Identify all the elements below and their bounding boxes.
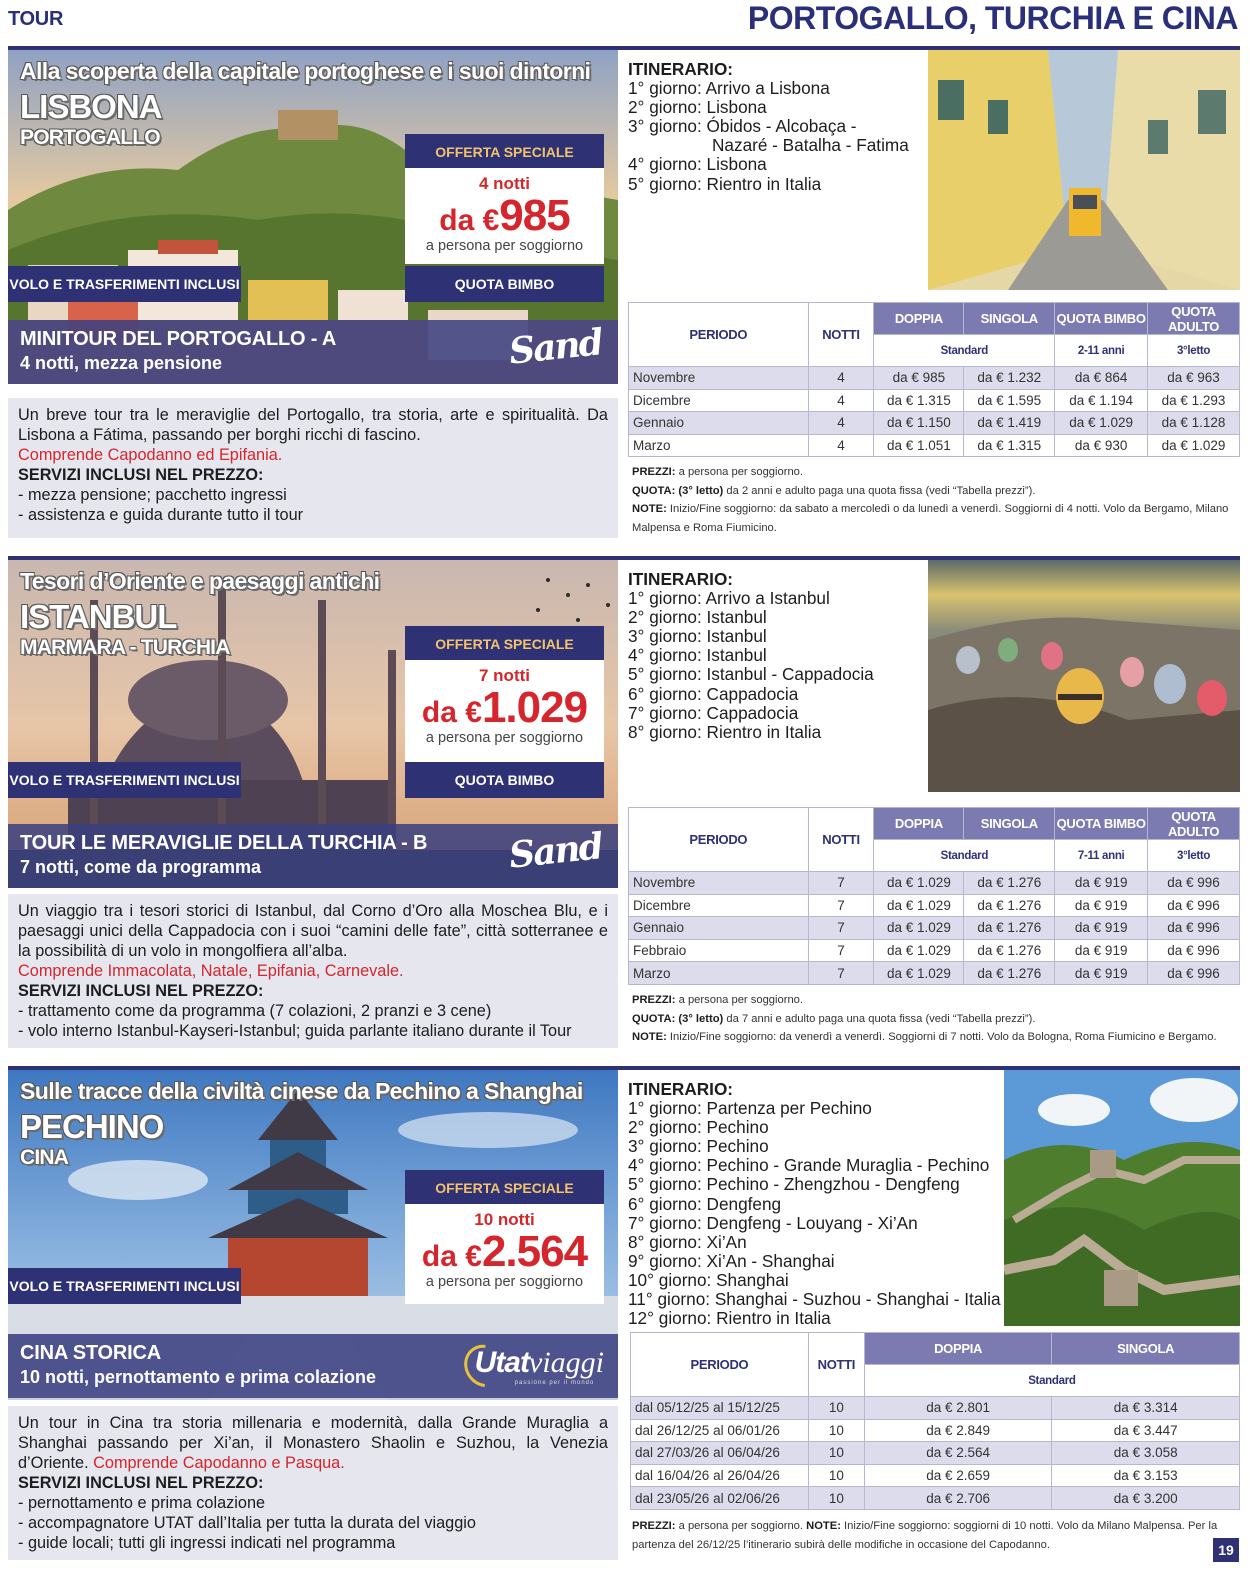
itinerary-day: 3° giorno: Istanbul	[628, 626, 767, 647]
hero-tagline: Alla scoperta della capitale portoghese e i suoi dintorni	[20, 58, 591, 84]
ribbon-flights-included: VOLO E TRASFERIMENTI INCLUSI	[8, 266, 241, 302]
hero-city: ISTANBUL	[20, 598, 177, 635]
table-row: dal 16/04/26 al 26/04/26 10 da € 2.659 da € 3.153	[631, 1464, 1240, 1487]
hero-city: LISBONA	[20, 88, 162, 125]
itinerary-day: 4° giorno: Pechino - Grande Muraglia - Pechino	[628, 1155, 990, 1176]
tour-description	[8, 398, 618, 538]
tour-name-band	[8, 320, 618, 384]
hero-image-pechino	[8, 1070, 618, 1400]
itinerary-day: 10° giorno: Shanghai	[628, 1269, 789, 1290]
itinerary-day: 1° giorno: Arrivo a Lisbona	[628, 78, 830, 99]
description-text: Un tour in Cina tra storia millenaria e modernità, dalla Grande Muraglia a Shanghai passando per Xi’an, il Monastero Shaolin e Suzhou, la Venezia d’Oriente. Comprende Capodanno e Pasqua.	[18, 1414, 608, 1472]
offer-label: OFFERTA SPECIALE	[405, 134, 604, 168]
holiday-highlight: Comprende Capodanno e Pasqua.	[93, 1454, 345, 1472]
itinerary-day: 5° giorno: Pechino - Zhengzhou - Dengfeng	[628, 1174, 960, 1195]
service-item: - accompagnatore UTAT dall’Italia per tutta la durata del viaggio	[18, 1514, 476, 1532]
itinerary-day: 12° giorno: Rientro in Italia	[628, 1308, 831, 1329]
price-notes: PREZZI: a persona per soggiorno. NOTE: Inizio/Fine soggiorno: soggiorni di 10 notti. Volo da Milano Malpensa. Per la partenza del 26/12/25 l’itinerario subirà delle modifiche in occasione del Capodanno.	[632, 1520, 1218, 1551]
table-row: Gennaio 4 da € 1.150 da € 1.419 da € 1.029 da € 1.128	[629, 412, 1240, 435]
tour-subtitle: 7 notti, come da programma	[20, 857, 262, 877]
tour-description	[8, 894, 618, 1048]
itinerary-day: 5° giorno: Istanbul - Cappadocia	[628, 664, 874, 685]
itinerary-day: 2° giorno: Istanbul	[628, 607, 767, 628]
offer-nights: 10 notti	[474, 1210, 535, 1229]
col-double: DOPPIA	[864, 1333, 1052, 1365]
offer-nights: 7 notti	[479, 666, 530, 685]
hot-air-balloons-image	[928, 560, 1240, 792]
hero-image-lisbona	[8, 50, 618, 384]
subhead-standard: Standard	[874, 840, 1055, 872]
table-row: dal 05/12/25 al 15/12/25 10 da € 2.801 da € 3.314	[631, 1397, 1240, 1420]
col-period: PERIODO	[631, 1333, 809, 1397]
itinerary-title: ITINERARIO:	[628, 59, 734, 79]
tour-section-pechino	[8, 1066, 1240, 1570]
offer-nights: 4 notti	[479, 174, 530, 193]
price-notes: PREZZI: a persona per soggiorno. QUOTA: (3° letto) da 7 anni e adulto paga una quota fissa (vedi “Tabella prezzi”). NOTE: Inizio/Fine soggiorno: da venerdì a venerdì. Soggiorni di 7 notti. Volo da Bologna, Roma Fiumicino e Bergamo.	[632, 994, 1217, 1043]
description-text: Un breve tour tra le meraviglie del Portogallo, tra storia, arte e spiritualità. Da Lisbona a Fátima, passando per borghi ricchi di fascino.	[18, 406, 608, 444]
subhead-third-bed: 3°letto	[1148, 840, 1240, 872]
hero-country: CINA	[20, 1146, 69, 1169]
itinerary-title: ITINERARIO:	[628, 1079, 734, 1099]
price-notes: PREZZI: a persona per soggiorno. QUOTA: (3° letto) da 2 anni e adulto paga una quota fissa (vedi “Tabella prezzi”). NOTE: Inizio/Fine soggiorno: da sabato a mercoledì o da lunedì a venerdì. Soggiorni di 4 notti. Volo da Bergamo, Milano Malpensa e Roma Fiumicino.	[632, 466, 1229, 534]
itinerary-day: 11° giorno: Shanghai - Suzhou - Shanghai - Italia	[628, 1289, 1001, 1310]
tour-name-band	[8, 824, 618, 888]
col-child: QUOTA BIMBO	[1055, 303, 1148, 335]
table-row: Novembre 7 da € 1.029 da € 1.276 da € 919 da € 996	[629, 872, 1240, 895]
special-offer-box	[405, 626, 604, 762]
tour-name-band	[8, 1334, 618, 1398]
itinerary-day: 9° giorno: Xi’An - Shanghai	[628, 1250, 835, 1271]
col-single: SINGOLA	[964, 808, 1055, 840]
itinerary-day: 4° giorno: Lisbona	[628, 154, 767, 175]
offer-per-person: a persona per soggiorno	[425, 730, 584, 746]
table-row: Dicembre 7 da € 1.029 da € 1.276 da € 919 da € 996	[629, 894, 1240, 917]
special-offer-box	[405, 134, 604, 264]
services-title: SERVIZI INCLUSI NEL PREZZO:	[18, 1474, 264, 1492]
subhead-child-age: 7-11 anni	[1055, 840, 1148, 872]
tour-name: MINITOUR DEL PORTOGALLO - A	[20, 328, 337, 350]
itinerary-day: 1° giorno: Arrivo a Istanbul	[628, 588, 830, 609]
itinerary-day: 3° giorno: Óbidos - Alcobaça -	[628, 116, 857, 137]
itinerary-day: 7° giorno: Dengfeng - Louyang - Xi’An	[628, 1212, 918, 1233]
lisbon-tram-photo	[928, 50, 1240, 290]
itinerary-day: 6° giorno: Cappadocia	[628, 683, 799, 704]
col-nights: NOTTI	[808, 1333, 864, 1397]
itinerary	[628, 1080, 1001, 1328]
subhead-third-bed: 3°letto	[1148, 335, 1240, 367]
tour-section-istanbul	[8, 556, 1240, 1052]
offer-label: OFFERTA SPECIALE	[405, 626, 604, 660]
col-single: SINGOLA	[964, 303, 1055, 335]
table-row: Novembre 4 da € 985 da € 1.232 da € 864 da € 963	[629, 367, 1240, 390]
subhead-standard: Standard	[874, 335, 1055, 367]
subhead-standard: Standard	[864, 1365, 1239, 1397]
table-row: Marzo 4 da € 1.051 da € 1.315 da € 930 da € 1.029	[629, 434, 1240, 457]
service-item: - guide locali; tutti gli ingressi indicati nel programma	[18, 1534, 396, 1552]
table-row: dal 27/03/26 al 06/04/26 10 da € 2.564 da € 3.058	[631, 1442, 1240, 1465]
col-double: DOPPIA	[874, 303, 964, 335]
page-title: PORTOGALLO, TURCHIA E CINA	[747, 0, 1238, 36]
itinerary-day: 8° giorno: Rientro in Italia	[628, 721, 822, 742]
ribbon-child-fare: QUOTA BIMBO	[405, 762, 604, 798]
tour-description	[8, 1406, 618, 1560]
services-title: SERVIZI INCLUSI NEL PREZZO:	[18, 982, 264, 1000]
itinerary-day: 3° giorno: Pechino	[628, 1136, 769, 1157]
holiday-highlight: Comprende Capodanno ed Epifania.	[18, 446, 283, 464]
services-title: SERVIZI INCLUSI NEL PREZZO:	[18, 466, 264, 484]
itinerary-day: 8° giorno: Xi’An	[628, 1231, 747, 1252]
service-item: - volo interno Istanbul-Kayseri-Istanbul; guida parlante italiano durante il Tour	[18, 1022, 572, 1040]
itinerary-day-continued: Nazaré - Batalha - Fatima	[712, 135, 909, 156]
itinerary-day: 7° giorno: Cappadocia	[628, 702, 799, 723]
subhead-child-age: 2-11 anni	[1055, 335, 1148, 367]
tour-section-lisbona	[8, 46, 1240, 542]
table-row: Gennaio 7 da € 1.029 da € 1.276 da € 919 da € 996	[629, 917, 1240, 940]
cappadocia-balloons-photo	[928, 560, 1240, 792]
table-row: Febbraio 7 da € 1.029 da € 1.276 da € 919 da € 996	[629, 939, 1240, 962]
table-row: dal 23/05/26 al 02/06/26 10 da € 2.706 da € 3.200	[631, 1487, 1240, 1510]
itinerary-day: 5° giorno: Rientro in Italia	[628, 173, 822, 194]
col-single: SINGOLA	[1052, 1333, 1240, 1365]
page-header	[0, 0, 1250, 46]
itinerary-day: 2° giorno: Lisbona	[628, 97, 767, 118]
col-child: QUOTA BIMBO	[1055, 808, 1148, 840]
tour-name: CINA STORICA	[20, 1342, 161, 1364]
sand-operator-logo: Sand	[507, 321, 604, 373]
special-offer-box	[405, 1170, 604, 1304]
offer-price: da €985	[439, 191, 570, 240]
col-adult: QUOTA ADULTO	[1148, 303, 1240, 335]
great-wall-photo	[1004, 1070, 1240, 1326]
hero-country: PORTOGALLO	[20, 126, 160, 149]
price-table-lisbona	[628, 302, 1240, 457]
section-label: TOUR	[8, 8, 64, 30]
col-nights: NOTTI	[808, 303, 874, 367]
col-period: PERIODO	[629, 303, 809, 367]
itinerary-day: 1° giorno: Partenza per Pechino	[628, 1098, 872, 1119]
ribbon-flights-included: VOLO E TRASFERIMENTI INCLUSI	[8, 1268, 241, 1304]
tour-name: TOUR LE MERAVIGLIE DELLA TURCHIA - B	[20, 832, 428, 854]
hero-country: MARMARA - TURCHIA	[20, 636, 230, 659]
service-item: - trattamento come da programma (7 colazioni, 2 pranzi e 3 cene)	[18, 1002, 492, 1020]
utat-viaggi-operator-logo: Utatviaggi passione per il mondo	[475, 1346, 604, 1380]
price-table-istanbul	[628, 807, 1240, 985]
ribbon-flights-included: VOLO E TRASFERIMENTI INCLUSI	[8, 762, 241, 798]
ribbon-child-fare: QUOTA BIMBO	[405, 266, 604, 302]
itinerary-title: ITINERARIO:	[628, 569, 734, 589]
great-wall-image	[1004, 1070, 1240, 1326]
page-number: 19	[1213, 1538, 1239, 1562]
tour-subtitle: 4 notti, mezza pensione	[20, 353, 223, 373]
col-period: PERIODO	[629, 808, 809, 872]
itinerary-day: 4° giorno: Istanbul	[628, 645, 767, 666]
itinerary	[628, 60, 909, 194]
itinerary-day: 6° giorno: Dengfeng	[628, 1193, 782, 1214]
price-table-pechino	[630, 1332, 1240, 1510]
service-item: - assistenza e guida durante tutto il tour	[18, 506, 304, 524]
holiday-highlight: Comprende Immacolata, Natale, Epifania, Carnevale.	[18, 962, 404, 980]
description-text: Un viaggio tra i tesori storici di Istanbul, dal Corno d’Oro alla Moschea Blu, e i paesaggi unici della Cappadocia con i suoi “camini delle fate”, città sotterranee e la possibilità di un volo in mongolfiera all’alba.	[18, 902, 608, 960]
col-double: DOPPIA	[874, 808, 964, 840]
tour-subtitle: 10 notti, pernottamento e prima colazione	[20, 1367, 377, 1387]
table-row: Dicembre 4 da € 1.315 da € 1.595 da € 1.194 da € 1.293	[629, 389, 1240, 412]
table-row: Marzo 7 da € 1.029 da € 1.276 da € 919 da € 996	[629, 962, 1240, 985]
hero-tagline: Tesori d’Oriente e paesaggi antichi	[20, 568, 380, 594]
sand-operator-logo: Sand	[507, 825, 604, 877]
hero-city: PECHINO	[20, 1108, 164, 1145]
offer-price: da €1.029	[421, 683, 588, 732]
hero-image-istanbul	[8, 560, 618, 888]
itinerary-day: 2° giorno: Pechino	[628, 1117, 769, 1138]
offer-per-person: a persona per soggiorno	[425, 238, 584, 254]
hero-tagline: Sulle tracce della civiltà cinese da Pechino a Shanghai	[20, 1078, 583, 1104]
col-nights: NOTTI	[808, 808, 874, 872]
offer-price: da €2.564	[421, 1227, 588, 1276]
col-adult: QUOTA ADULTO	[1148, 808, 1240, 840]
offer-per-person: a persona per soggiorno	[425, 1274, 584, 1290]
service-item: - pernottamento e prima colazione	[18, 1494, 266, 1512]
offer-label: OFFERTA SPECIALE	[405, 1170, 604, 1204]
itinerary	[628, 570, 874, 742]
table-row: dal 26/12/25 al 06/01/26 10 da € 2.849 da € 3.447	[631, 1419, 1240, 1442]
service-item: - mezza pensione; pacchetto ingressi	[18, 486, 287, 504]
tram-street-image	[928, 50, 1240, 290]
